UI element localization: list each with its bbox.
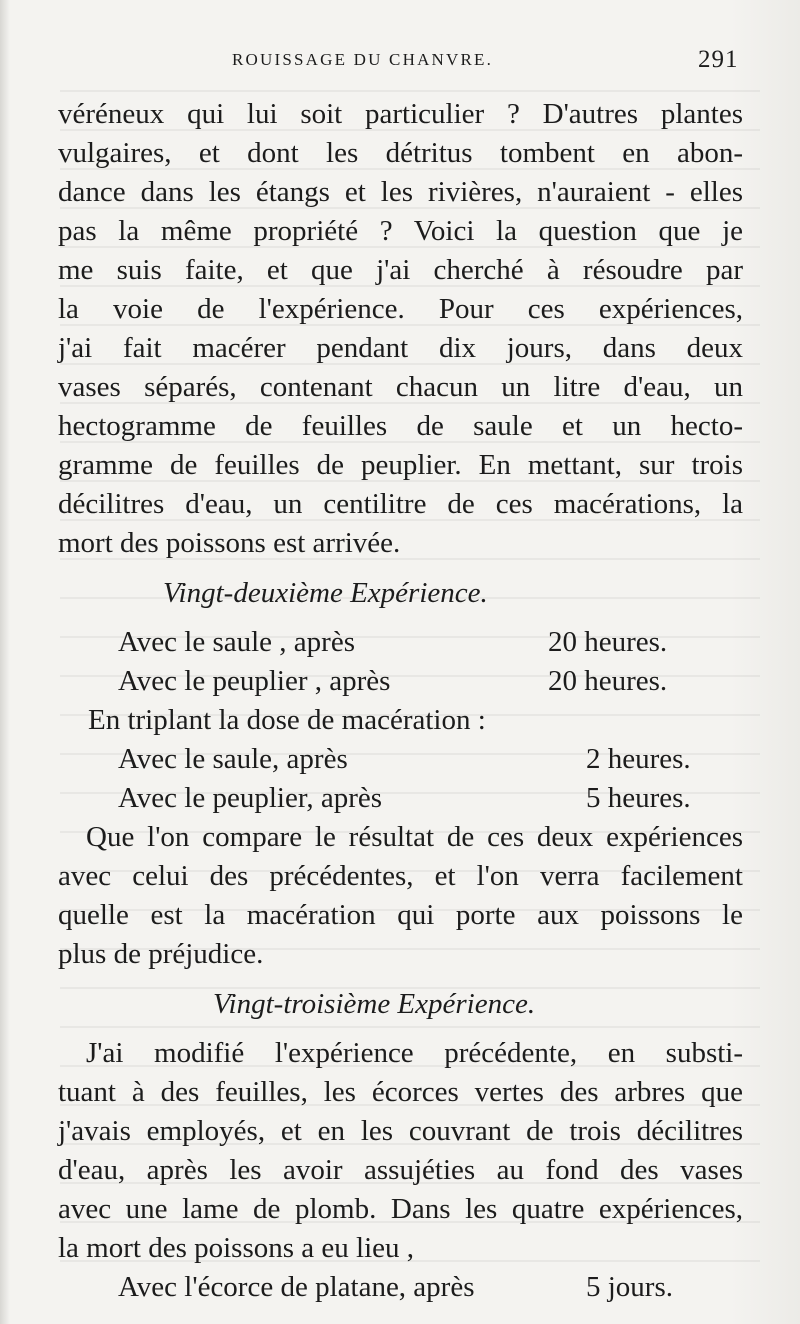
text-line: Que l'on compare le résultat de ces deux expériences bbox=[86, 821, 743, 853]
result-row bbox=[58, 623, 743, 662]
text-line: d'eau, après les avoir assujéties au fond des vases bbox=[58, 1154, 743, 1186]
page-left-edge bbox=[0, 0, 10, 1324]
text-line: mort des poissons est arrivée. bbox=[58, 527, 401, 559]
text-line: la voie de l'expérience. Pour ces expériences, bbox=[58, 293, 743, 325]
result-value: 5 heures. bbox=[586, 782, 691, 814]
result-value: 20 heures. bbox=[548, 626, 668, 658]
text-line: hectogramme de feuilles de saule et un hecto- bbox=[58, 410, 743, 442]
page-header bbox=[0, 46, 800, 82]
text-line: avec celui des précédentes, et l'on verra facilement bbox=[58, 860, 743, 892]
result-label: Avec le peuplier, après bbox=[118, 782, 383, 814]
result-row bbox=[58, 740, 743, 779]
text-line: décilitres d'eau, un centilitre de ces macérations, la bbox=[58, 488, 743, 520]
result-label: Avec l'écorce de platane, après bbox=[118, 1271, 475, 1303]
result-label: Avec le peuplier , après bbox=[118, 665, 391, 697]
text-line: J'ai modifié l'expérience précédente, en substi- bbox=[86, 1037, 743, 1069]
text-line: j'avais employés, et en les couvrant de trois décilitres bbox=[58, 1115, 743, 1147]
section-heading-23: Vingt-troisième Expérience. bbox=[213, 988, 536, 1020]
text-line: avec une lame de plomb. Dans les quatre expériences, bbox=[58, 1193, 743, 1225]
text-line: la mort des poissons a eu lieu , bbox=[58, 1232, 415, 1264]
text-line: pas la même propriété ? Voici la question que je bbox=[58, 215, 743, 247]
running-head: ROUISSAGE DU CHANVRE. bbox=[232, 50, 494, 69]
text-line: véréneux qui lui soit particulier ? D'autres plantes bbox=[58, 98, 743, 130]
text-line: tuant à des feuilles, les écorces vertes des arbres que bbox=[58, 1076, 743, 1108]
page-body bbox=[58, 95, 743, 1307]
text-line: quelle est la macération qui porte aux poissons le bbox=[58, 899, 743, 931]
result-value: 5 jours. bbox=[586, 1271, 673, 1303]
result-row bbox=[58, 662, 743, 701]
text-line: gramme de feuilles de peuplier. En mettant, sur trois bbox=[58, 449, 743, 481]
result-row bbox=[58, 1268, 743, 1307]
result-label: Avec le saule, après bbox=[118, 743, 348, 775]
paragraph-2 bbox=[58, 818, 743, 974]
text-line: vulgaires, et dont les détritus tombent en abon- bbox=[58, 137, 743, 169]
text-line: me suis faite, et que j'ai cherché à résoudre par bbox=[58, 254, 743, 286]
text-line: plus de préjudice. bbox=[58, 938, 264, 970]
result-value: 2 heures. bbox=[586, 743, 691, 775]
text-line: j'ai fait macérer pendant dix jours, dans deux bbox=[58, 332, 743, 364]
result-row bbox=[58, 779, 743, 818]
result-label: Avec le saule , après bbox=[118, 626, 355, 658]
result-value: 20 heures. bbox=[548, 665, 668, 697]
page-number: 291 bbox=[698, 46, 739, 73]
text-line: vases séparés, contenant chacun un litre d'eau, un bbox=[58, 371, 743, 403]
results-table-1 bbox=[58, 623, 743, 818]
text-line: dance dans les étangs et les rivières, n'auraient - elles bbox=[58, 176, 743, 208]
section-heading-22: Vingt-deuxième Expérience. bbox=[163, 577, 488, 609]
paragraph-3 bbox=[58, 1034, 743, 1268]
paragraph-1 bbox=[58, 95, 743, 563]
condition-line: En triplant la dose de macération : bbox=[88, 704, 486, 736]
